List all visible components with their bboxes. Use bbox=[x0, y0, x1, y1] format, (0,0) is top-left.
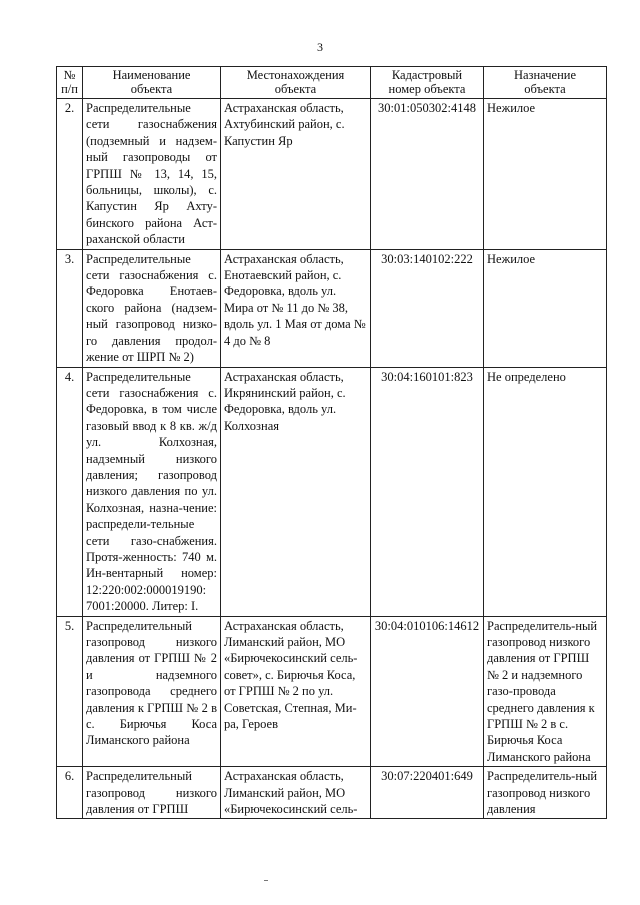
row-num: 5. bbox=[57, 616, 83, 767]
row-location: Астраханская область, Ахтубинский район, с. Капустин Яр bbox=[221, 99, 371, 250]
row-purpose: Распределитель-ный газопровод низкого давления bbox=[484, 767, 607, 819]
row-cadastral: 30:04:160101:823 bbox=[371, 367, 484, 616]
header-location: Местонахождения объекта bbox=[221, 67, 371, 99]
row-location: Астраханская область, Икрянинский район, с. Федоровка, вдоль ул. Колхозная bbox=[221, 367, 371, 616]
row-name: Распределительные сети газоснабжения с. Федоровка Енотаев-ского района (надзем-ный газопровод низко-го давления продол-жение от ШРП № 2) bbox=[83, 249, 221, 367]
table-row bbox=[57, 616, 607, 767]
row-name: Распределительный газопровод низкого давления от ГРПШ № 2 и надземного газопровода среднего давления к ГРПШ № 2 в с. Бирючья Коса Лиманского района bbox=[83, 616, 221, 767]
page-number: 3 bbox=[317, 40, 323, 54]
table-row bbox=[57, 367, 607, 616]
table-row bbox=[57, 249, 607, 367]
row-name: Распределительные сети газоснабжения с. Федоровка, в том числе газовый ввод к 8 кв. ж/д ул. Колхозная, надземный низкого давления; газопровод низкого давления по ул. Колхозная, назна-чение: распредели-тельные сети газо-снабжения. Протя-женность: 740 м. Ин-вентарный номер: 12:220:002:000019190: 7001:20000. Литер: I. bbox=[83, 367, 221, 616]
row-name: Распределительные сети газоснабжения (подземный и надзем-ный газопроводы от ГРПШ № 13, 14, 15, больницы, школы), с. Капустин Яр Ахту-бинского района Аст-раханской области bbox=[83, 99, 221, 250]
row-num: 2. bbox=[57, 99, 83, 250]
row-cadastral: 30:03:140102:222 bbox=[371, 249, 484, 367]
row-location: Астраханская область, Енотаевский район, с. Федоровка, вдоль ул. Мира от № 11 до № 38, вдоль ул. 1 Мая от дома № 4 до № 8 bbox=[221, 249, 371, 367]
row-num: 6. bbox=[57, 767, 83, 819]
table-header-row bbox=[57, 67, 607, 99]
table-row bbox=[57, 99, 607, 250]
row-purpose: Не определено bbox=[484, 367, 607, 616]
row-location: Астраханская область, Лиманский район, МО «Бирючекосинский сель- bbox=[221, 767, 371, 819]
header-purpose: Назначение объекта bbox=[484, 67, 607, 99]
row-cadastral: 30:04:010106:14612 bbox=[371, 616, 484, 767]
objects-table bbox=[56, 66, 607, 819]
row-cadastral: 30:01:050302:4148 bbox=[371, 99, 484, 250]
row-purpose: Нежилое bbox=[484, 99, 607, 250]
header-name: Наименование объекта bbox=[83, 67, 221, 99]
row-num: 4. bbox=[57, 367, 83, 616]
scan-dot bbox=[264, 880, 268, 881]
row-purpose: Нежилое bbox=[484, 249, 607, 367]
table-row bbox=[57, 767, 607, 819]
row-purpose: Распределитель-ный газопровод низкого давления от ГРПШ № 2 и надземного газо-провода среднего давления к ГРПШ № 2 в с. Бирючья Коса Лиманского района bbox=[484, 616, 607, 767]
header-num: № п/п bbox=[57, 67, 83, 99]
row-location: Астраханская область, Лиманский район, МО «Бирючекосинский сель-совет», с. Бирючья Коса, от ГРПШ № 2 по ул. Советская, Степная, Ми-ра, Героев bbox=[221, 616, 371, 767]
row-cadastral: 30:07:220401:649 bbox=[371, 767, 484, 819]
row-name: Распределительный газопровод низкого давления от ГРПШ bbox=[83, 767, 221, 819]
header-cadastral: Кадастровый номер объекта bbox=[371, 67, 484, 99]
row-num: 3. bbox=[57, 249, 83, 367]
